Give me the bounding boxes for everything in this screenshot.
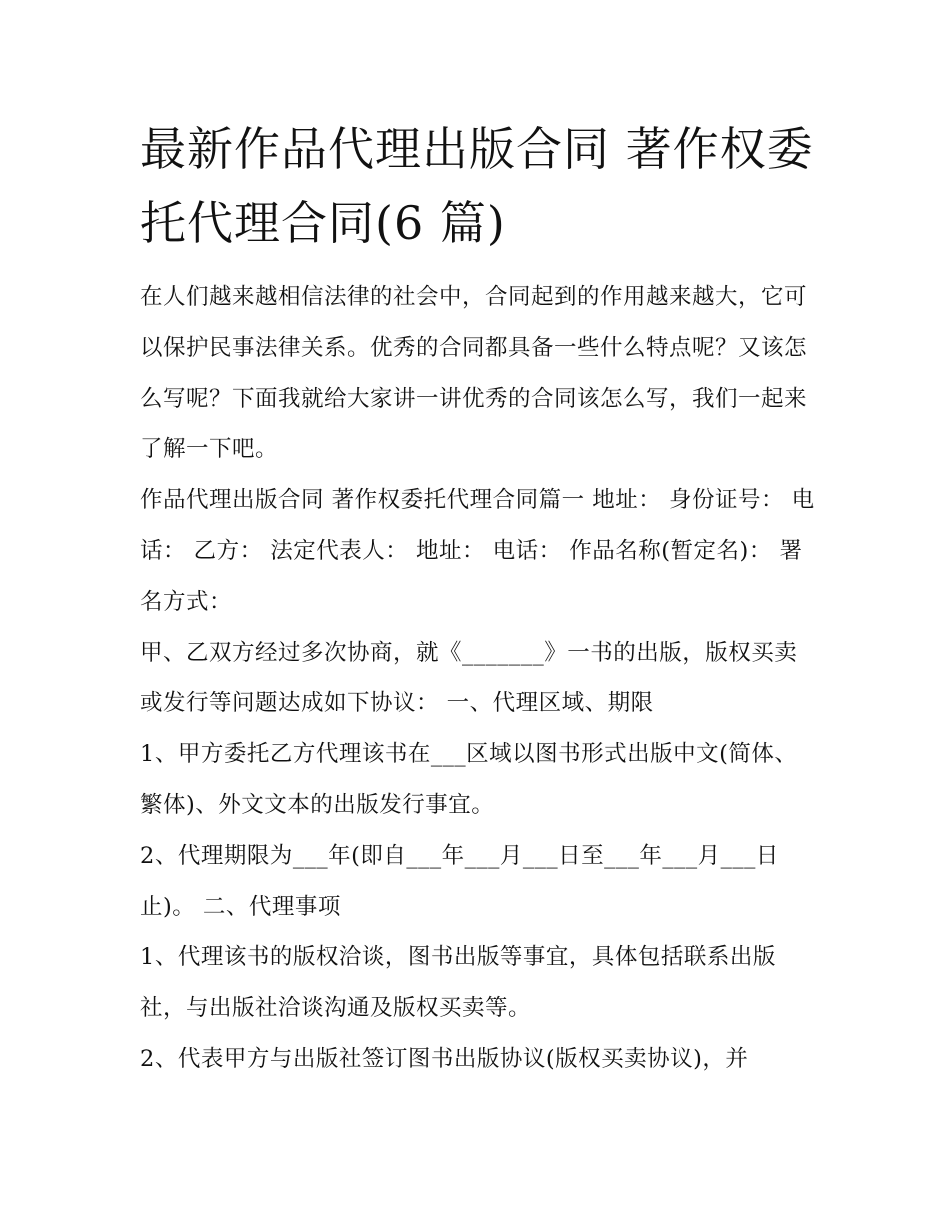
agreement-paragraph: 甲、乙双方经过多次协商，就《_______》一书的出版，版权买卖或发行等问题达成如下协议： 一、代理区域、期限 xyxy=(140,639,798,717)
document-page xyxy=(140,112,820,1085)
clause-negotiation-paragraph: 1、代理该书的版权洽谈，图书出版等事宜，具体包括联系出版社，与出版社洽谈沟通及版权买卖等。 xyxy=(140,944,776,1022)
intro-paragraph: 在人们越来越相信法律的社会中，合同起到的作用越来越大，它可以保护民事法律关系。优秀的合同都具备一些什么特点呢？又该怎么写呢？下面我就给大家讲一讲优秀的合同该怎么写，我们一起来了解一下吧。 xyxy=(140,284,808,463)
document-title: 最新作品代理出版合同 著作权委托代理合同(6 篇) xyxy=(140,122,814,250)
party-info-paragraph: 作品代理出版合同 著作权委托代理合同篇一 地址： 身份证号： 电话： 乙方： 法定代表人： 地址： 电话： 作品名称(暂定名)： 署名方式： xyxy=(140,487,815,615)
clause-region-paragraph: 1、甲方委托乙方代理该书在___区域以图书形式出版中文(简体、繁体)、外文文本的出版发行事宜。 xyxy=(140,741,798,818)
clause-signing-paragraph: 2、代表甲方与出版社签订图书出版协议(版权买卖协议)，并 xyxy=(140,1045,749,1072)
clause-term-paragraph: 2、代理期限为___年(即自___年___月___日至___年___月___日止)。 二、代理事项 xyxy=(140,842,779,920)
